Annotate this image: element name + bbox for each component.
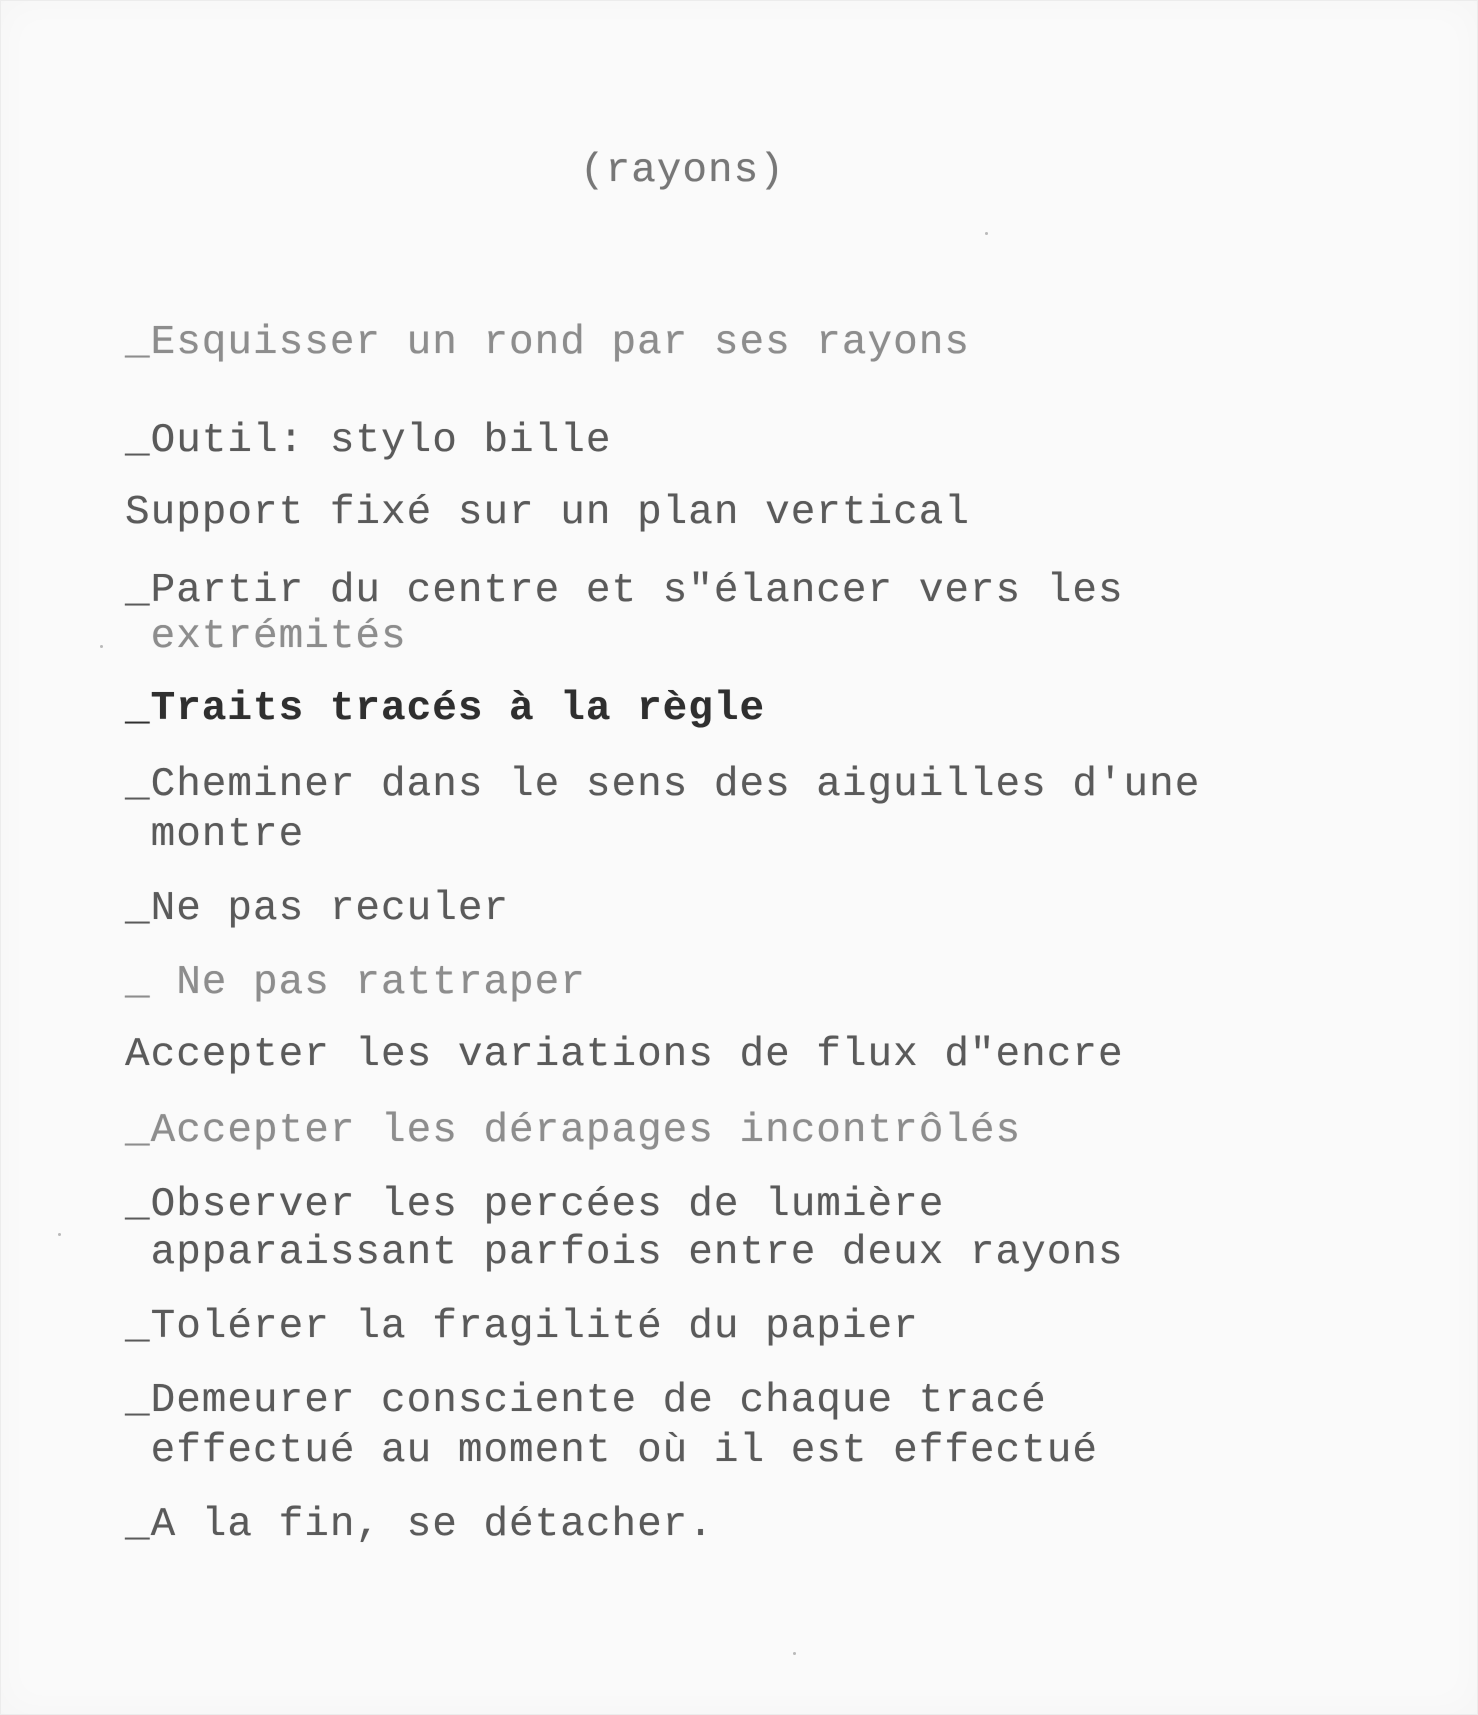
document-title: (rayons) — [580, 148, 785, 194]
paper-speck — [985, 232, 988, 235]
line-12: _Accepter les dérapages incontrôlés — [125, 1108, 1022, 1154]
line-7: _Cheminer dans le sens des aiguilles d'une — [125, 762, 1201, 808]
line-8: montre — [125, 812, 305, 858]
line-14: apparaissant parfois entre deux rayons — [125, 1230, 1124, 1276]
line-10: _ Ne pas rattraper — [125, 960, 586, 1006]
line-15: _Tolérer la fragilité du papier — [125, 1304, 919, 1350]
line-6: _Traits tracés à la règle — [125, 686, 766, 732]
line-11: Accepter les variations de flux d"encre — [125, 1032, 1124, 1078]
paper-speck — [793, 1652, 796, 1655]
line-13: _Observer les percées de lumière — [125, 1182, 945, 1228]
line-9: _Ne pas reculer — [125, 886, 510, 932]
line-18: _A la fin, se détacher. — [125, 1502, 714, 1548]
line-1: _Esquisser un rond par ses rayons — [125, 320, 970, 366]
line-4: _Partir du centre et s"élancer vers les — [125, 568, 1124, 614]
line-2: _Outil: stylo bille — [125, 418, 612, 464]
line-5: extrémités — [125, 614, 407, 660]
line-16: _Demeurer consciente de chaque tracé — [125, 1378, 1047, 1424]
line-3: Support fixé sur un plan vertical — [125, 490, 970, 536]
line-17: effectué au moment où il est effectué — [125, 1428, 1098, 1474]
paper-speck — [100, 645, 103, 648]
paper-speck — [58, 1233, 61, 1236]
